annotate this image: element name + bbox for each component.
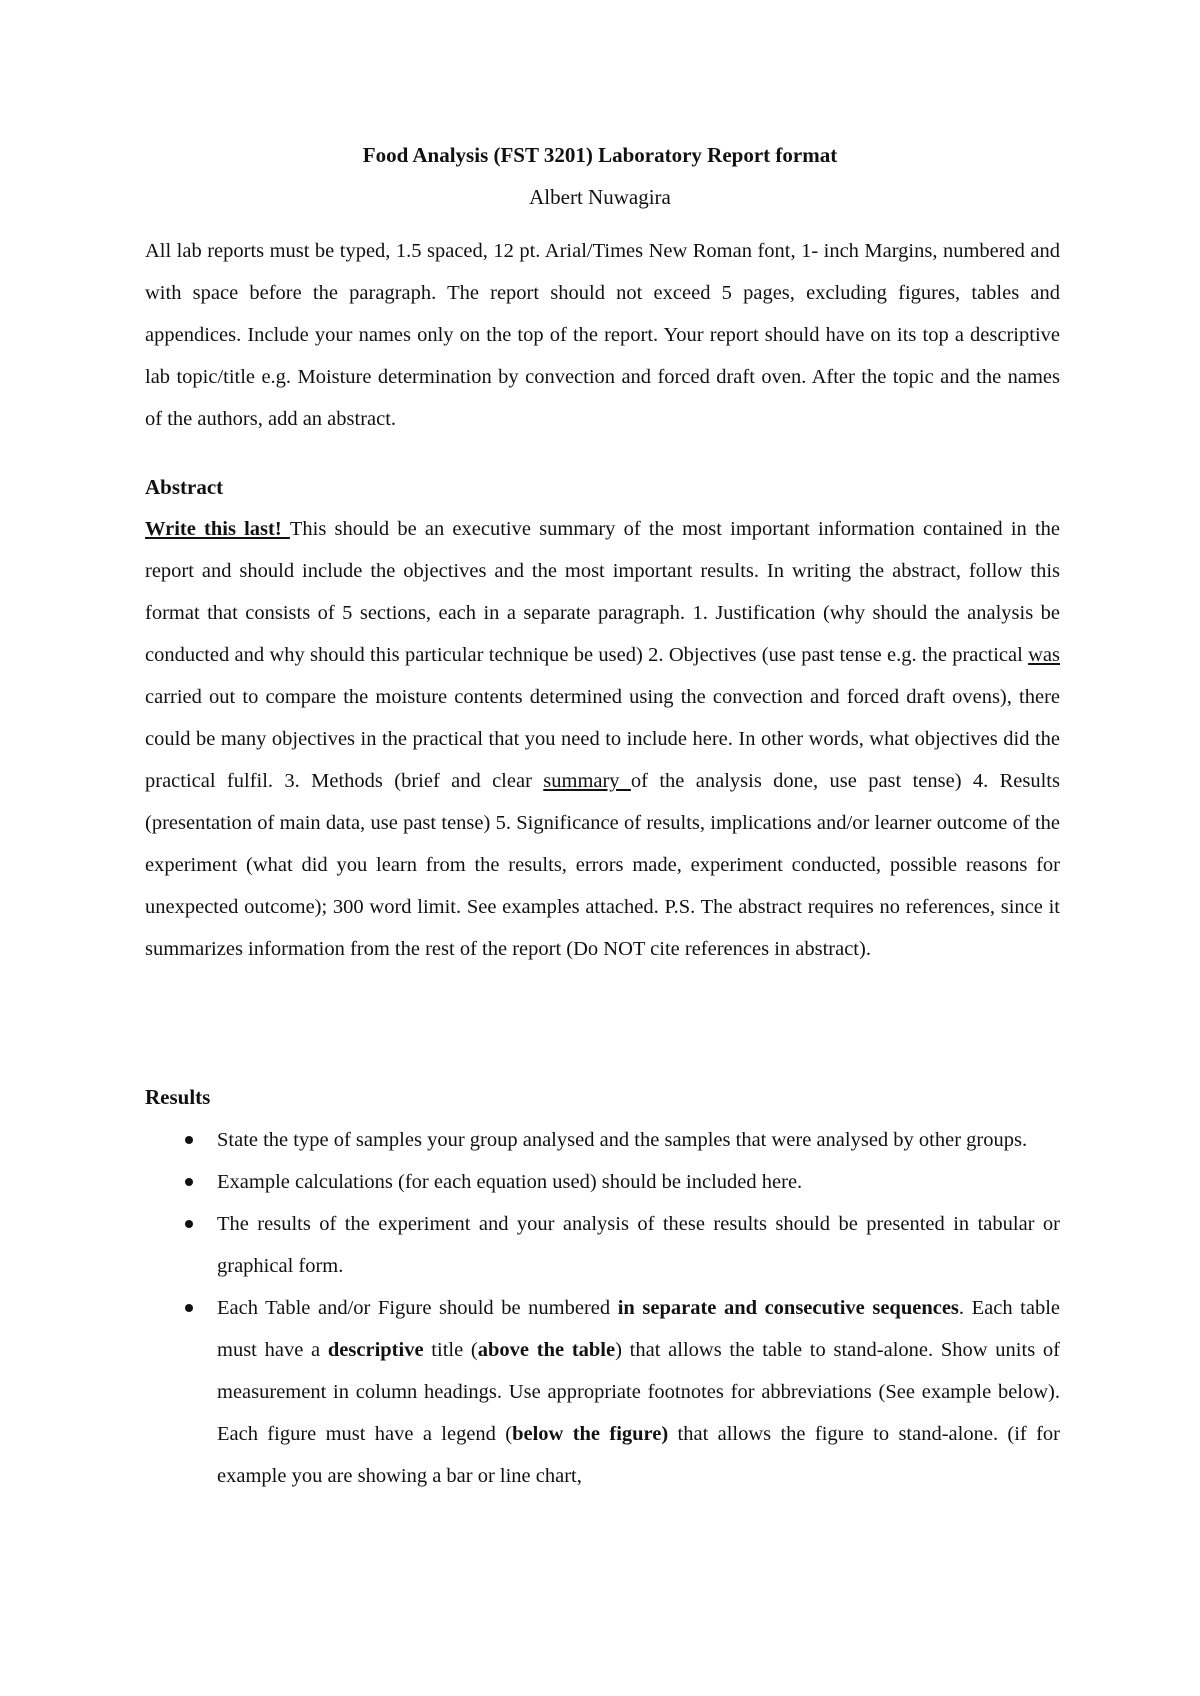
abstract-text-part1: This should be an executive summary of the most important information contained in the report and should include the objectives and the most important results. In writing the abstract, follow this format that consists of 5 sections, each in a separate paragraph. 1. Justification (why should the analysis be conducted and why should this particular technique be used) 2. Objectives (use past tense e.g. the practical	[145, 518, 1061, 666]
results-bullet-item	[145, 1287, 1060, 1497]
results-bullet-item	[145, 1161, 1060, 1203]
bullet-text-part: . Each table must have a	[217, 1297, 1060, 1361]
bullet-bold-text: below the figure)	[512, 1423, 669, 1445]
abstract-summary-underlined: summary	[543, 770, 631, 792]
bullet-bold-text: in separate and consecutive sequences	[617, 1297, 959, 1319]
results-bullet-list	[145, 1119, 1060, 1497]
abstract-paragraph	[145, 508, 1060, 970]
abstract-was-underlined: was	[1028, 644, 1060, 666]
bullet-bold-text: above the table	[477, 1339, 616, 1361]
results-bullet-item	[145, 1119, 1060, 1161]
document-title: Food Analysis (FST 3201) Laboratory Report format	[362, 143, 838, 167]
intro-paragraph: All lab reports must be typed, 1.5 spaced, 12 pt. Arial/Times New Roman font, 1- inch Margins, numbered and with space before the paragraph. The report should not exceed 5 pages, excluding figures, tables and appendices. Include your names only on the top of the report. Your report should have on its top a descriptive lab topic/title e.g. Moisture determination by convection and forced draft oven. After the topic and the names of the authors, add an abstract.	[145, 240, 1060, 430]
document-author: Albert Nuwagira	[529, 185, 671, 209]
abstract-text-part2: carried out to compare the moisture contents determined using the convection and forced draft ovens), there could be many objectives in the practical that you need to include here. In other words, what objectives did the practical fulfil. 3. Methods (brief and clear	[145, 686, 1060, 792]
bullet-icon	[185, 1220, 193, 1228]
bullet-text-part: Each Table and/or Figure should be numbered	[217, 1297, 618, 1319]
abstract-heading: Abstract	[145, 475, 224, 499]
bullet-bold-text: descriptive	[327, 1339, 424, 1361]
bullet-text: The results of the experiment and your analysis of these results should be presented in tabular or graphical form.	[217, 1213, 1060, 1277]
bullet-text-part: title (	[423, 1339, 478, 1361]
results-heading: Results	[145, 1085, 211, 1109]
results-bullet-item	[145, 1203, 1060, 1287]
bullet-icon	[185, 1178, 193, 1186]
bullet-icon	[185, 1136, 193, 1144]
bullet-text-part: that allows the figure to stand-alone. (if for example you are showing a bar or line chart,	[217, 1423, 1060, 1487]
bullet-text-part: ) that allows the table to stand-alone. Show units of measurement in column headings. Use appropriate footnotes for abbreviations (See example below). Each figure must have a legend (	[217, 1339, 1060, 1445]
bullet-text: Example calculations (for each equation used) should be included here.	[217, 1171, 803, 1193]
abstract-lead: Write this last!	[145, 518, 290, 540]
bullet-text: State the type of samples your group analysed and the samples that were analysed by other groups.	[217, 1129, 1028, 1151]
abstract-text-part3: of the analysis done, use past tense) 4. Results (presentation of main data, use past tense) 5. Significance of results, implications and/or learner outcome of the experiment (what did you learn from the results, errors made, experiment conducted, possible reasons for unexpected outcome); 300 word limit. See examples attached. P.S. The abstract requires no references, since it summarizes information from the rest of the report (Do NOT cite references in abstract).	[145, 770, 1060, 960]
bullet-icon	[185, 1304, 193, 1312]
